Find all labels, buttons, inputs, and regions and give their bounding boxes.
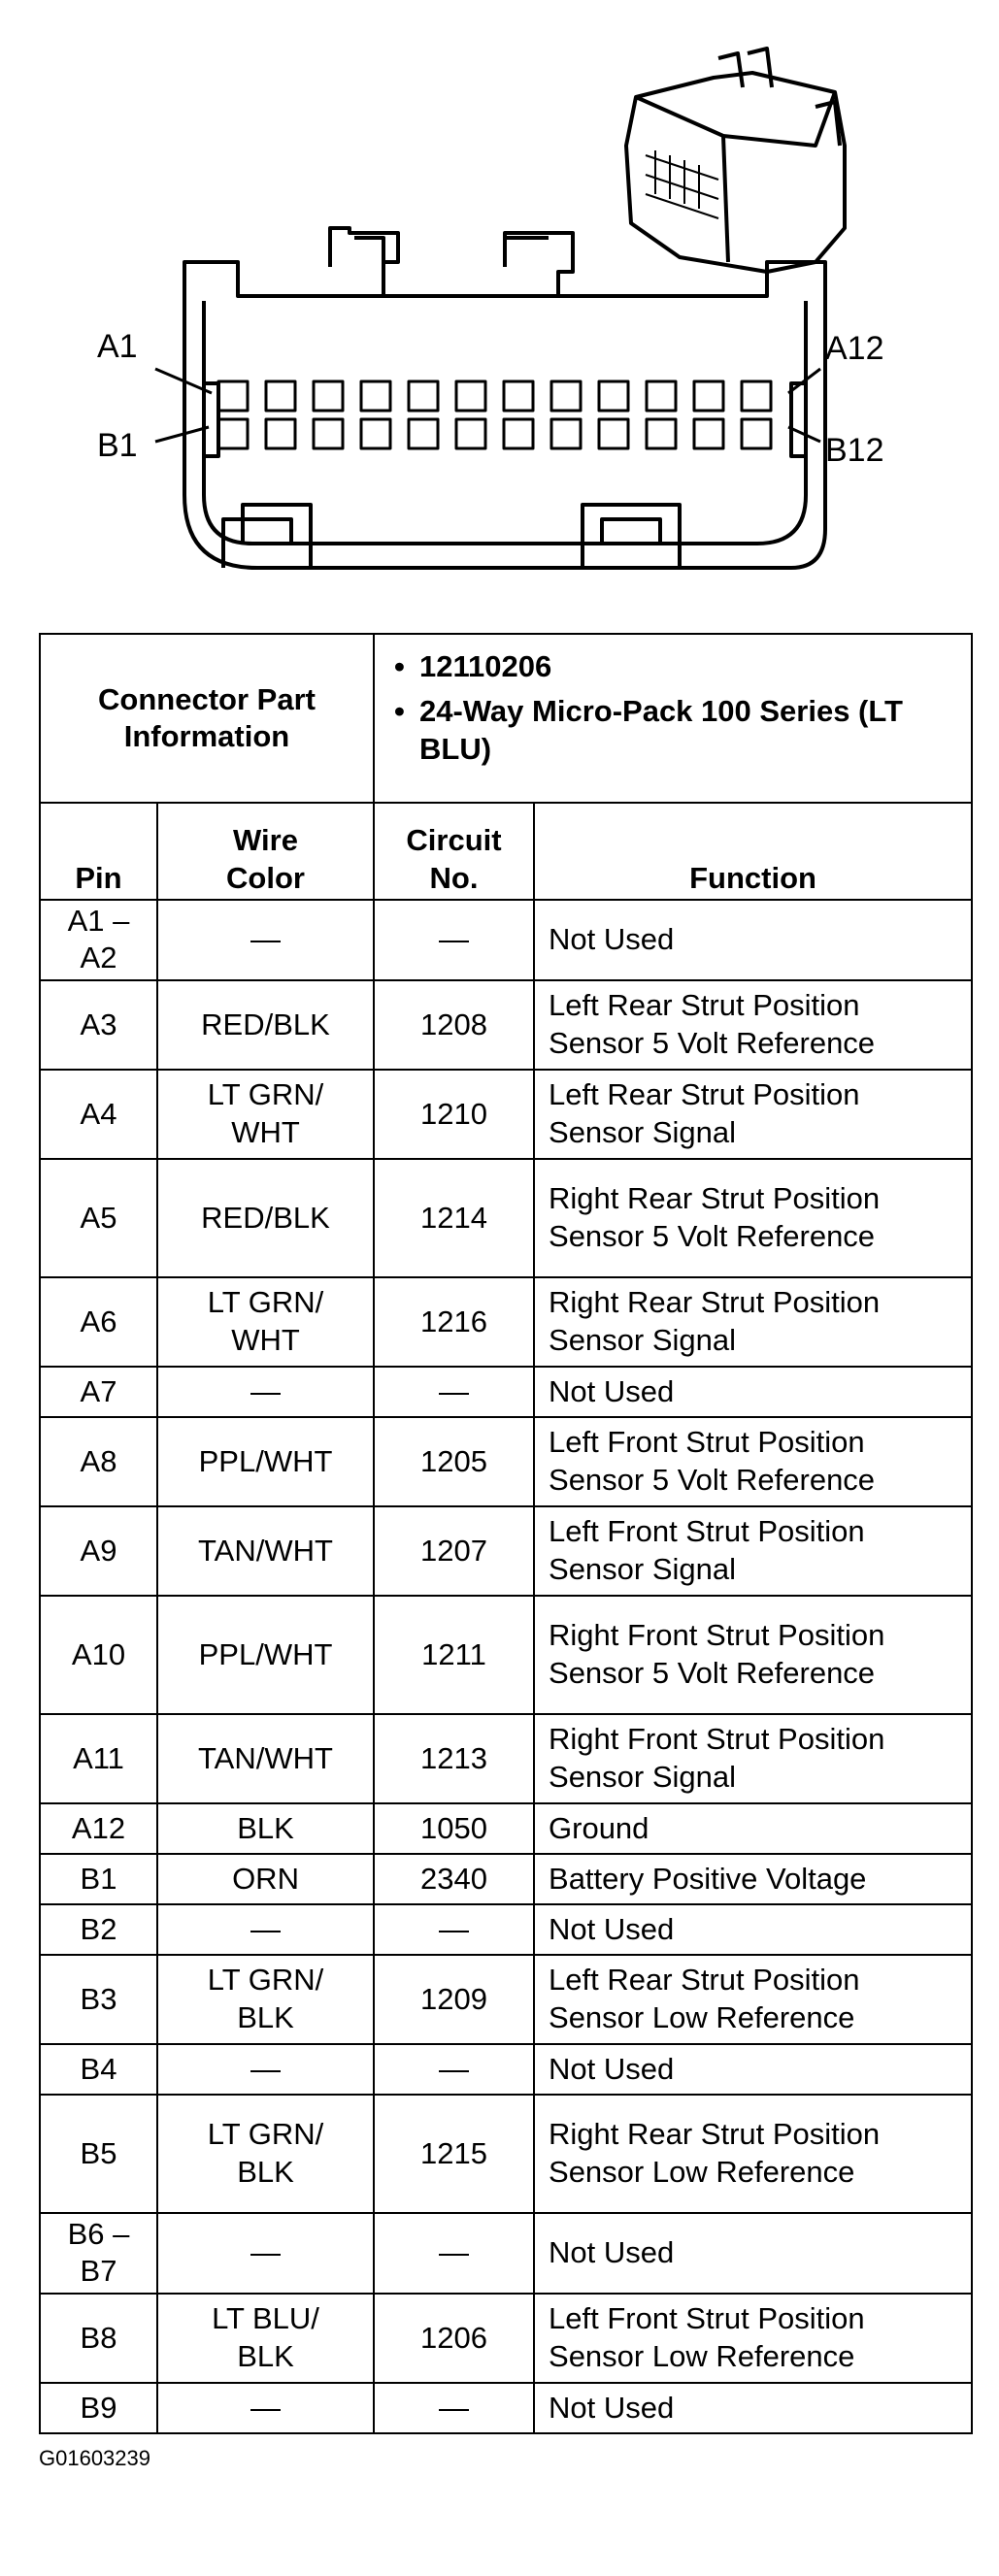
wire-color-cell-text: —	[250, 2390, 281, 2425]
function-cell: Ground	[534, 1803, 972, 1854]
pin-cell	[40, 1417, 157, 1506]
pin-cell-text: B6 – B7	[67, 2216, 130, 2289]
pin-cell-text: A7	[80, 1373, 117, 1408]
function-cell: Left Front Strut Position Sensor Low Reference	[534, 2294, 972, 2383]
wire-color-cell	[157, 980, 374, 1070]
pin-cell	[40, 1955, 157, 2044]
pin-cell-text: A3	[80, 1007, 117, 1041]
circuit-no-cell: 1207	[374, 1506, 534, 1596]
pin-cell-text: A12	[71, 1810, 126, 1845]
function-cell: Left Rear Strut Position Sensor 5 Volt Reference	[534, 980, 972, 1070]
header-pin: Pin	[40, 803, 157, 900]
pin-cavity-b1	[218, 419, 248, 448]
table-row	[40, 1596, 972, 1714]
pin-cell-text: A9	[80, 1533, 117, 1568]
wire-color-cell-text: LT BLU/ BLK	[212, 2301, 319, 2373]
pin-cavity-b11	[694, 419, 723, 448]
pin-cell-text: B4	[80, 2051, 117, 2086]
function-cell: Left Rear Strut Position Sensor Low Reference	[534, 1955, 972, 2044]
circuit-no-cell: —	[374, 2383, 534, 2433]
pin-cell-text: B8	[80, 2320, 117, 2355]
wire-color-cell	[157, 2383, 374, 2433]
circuit-no-cell: 1209	[374, 1955, 534, 2044]
pin-cell	[40, 1904, 157, 1955]
pin-cavity-b4	[361, 419, 390, 448]
function-cell: Not Used	[534, 2383, 972, 2433]
wire-color-cell	[157, 1277, 374, 1367]
function-cell: Right Rear Strut Position Sensor Signal	[534, 1277, 972, 1367]
circuit-no-cell: 1213	[374, 1714, 534, 1803]
pin-cavity-b10	[647, 419, 676, 448]
table-row	[40, 1367, 972, 1417]
part-info-row	[40, 634, 972, 803]
table-row	[40, 2213, 972, 2294]
pin-cell	[40, 1854, 157, 1904]
circuit-no-cell: 1205	[374, 1417, 534, 1506]
wire-color-cell	[157, 1367, 374, 1417]
pin-cell-text: A6	[80, 1304, 117, 1338]
pin-cavity-b12	[742, 419, 771, 448]
circuit-no-cell: —	[374, 2044, 534, 2095]
table-row	[40, 1955, 972, 2044]
pin-cavity-b9	[599, 419, 628, 448]
table-row	[40, 980, 972, 1070]
pin-label-a12: A12	[825, 330, 884, 367]
wire-color-cell	[157, 1854, 374, 1904]
pin-cavity-b8	[551, 419, 581, 448]
pin-cell	[40, 980, 157, 1070]
table-row	[40, 1854, 972, 1904]
wire-color-cell-text: RED/BLK	[201, 1200, 330, 1235]
circuit-no-cell: 1208	[374, 980, 534, 1070]
function-cell: Left Rear Strut Position Sensor Signal	[534, 1070, 972, 1159]
wire-color-cell	[157, 1803, 374, 1854]
function-cell: Not Used	[534, 900, 972, 980]
pin-cavity-b7	[504, 419, 533, 448]
pin-cell-text: B1	[80, 1861, 117, 1896]
table-row	[40, 2095, 972, 2213]
pin-cell-text: B3	[80, 1981, 117, 2016]
function-cell: Right Front Strut Position Sensor 5 Volt Reference	[534, 1596, 972, 1714]
table-row	[40, 1803, 972, 1854]
wire-color-cell-text: —	[250, 922, 281, 957]
pin-cell-text: A8	[80, 1443, 117, 1478]
pin-cell	[40, 1367, 157, 1417]
function-cell: Not Used	[534, 1367, 972, 1417]
table-row	[40, 2294, 972, 2383]
header-function: Function	[534, 803, 972, 900]
circuit-no-cell: —	[374, 2213, 534, 2294]
circuit-no-cell: 1050	[374, 1803, 534, 1854]
pin-cell-text: A5	[80, 1200, 117, 1235]
wire-color-cell	[157, 1714, 374, 1803]
wire-color-cell	[157, 1159, 374, 1277]
table-row	[40, 1714, 972, 1803]
circuit-no-cell: 1210	[374, 1070, 534, 1159]
circuit-no-cell: 1206	[374, 2294, 534, 2383]
wire-color-cell-text: PPL/WHT	[198, 1443, 333, 1478]
pin-cavity-a7	[504, 381, 533, 411]
wire-color-cell	[157, 2294, 374, 2383]
table-row	[40, 1277, 972, 1367]
function-cell: Not Used	[534, 2044, 972, 2095]
wire-color-cell-text: LT GRN/ WHT	[207, 1077, 324, 1149]
wire-color-cell-text: —	[250, 1373, 281, 1408]
wire-color-cell	[157, 900, 374, 980]
connector-diagram	[0, 0, 999, 582]
table-body	[40, 900, 972, 2433]
wire-color-cell-text: ORN	[232, 1861, 299, 1896]
pin-cavity-b6	[456, 419, 485, 448]
table-row	[40, 2044, 972, 2095]
pin-label-a1: A1	[97, 328, 138, 365]
part-info-values	[374, 634, 972, 803]
circuit-no-cell: 2340	[374, 1854, 534, 1904]
table-row	[40, 2383, 972, 2433]
wire-color-cell	[157, 1596, 374, 1714]
pin-cell-text: B5	[80, 2135, 117, 2170]
circuit-no-cell: 1215	[374, 2095, 534, 2213]
wire-color-cell	[157, 1904, 374, 1955]
pin-cell	[40, 1596, 157, 1714]
circuit-no-cell: —	[374, 900, 534, 980]
pin-cell	[40, 1714, 157, 1803]
pin-cell-text: A4	[80, 1096, 117, 1131]
function-cell: Left Front Strut Position Sensor 5 Volt Reference	[534, 1417, 972, 1506]
pin-cell	[40, 1803, 157, 1854]
pin-cavity-a1	[218, 381, 248, 411]
wire-color-cell	[157, 1955, 374, 2044]
pin-cell-text: A1 – A2	[67, 904, 130, 975]
wire-color-cell-text: —	[250, 2235, 281, 2270]
part-info-label-line1: Connector Part	[98, 681, 316, 716]
pin-cell	[40, 2213, 157, 2294]
function-cell: Left Front Strut Position Sensor Signal	[534, 1506, 972, 1596]
wire-color-cell	[157, 1417, 374, 1506]
wire-color-cell	[157, 1506, 374, 1596]
pin-cavity-b5	[409, 419, 438, 448]
part-description: • 24-Way Micro-Pack 100 Series (LT BLU)	[394, 693, 955, 768]
pinout-table	[39, 633, 973, 2434]
header-wire-color: Wire Color	[157, 803, 374, 900]
wire-color-cell-text: PPL/WHT	[198, 1636, 333, 1671]
table-row	[40, 1506, 972, 1596]
function-cell: Not Used	[534, 1904, 972, 1955]
table-row	[40, 1159, 972, 1277]
wire-color-cell-text: —	[250, 1911, 281, 1946]
circuit-no-cell: 1211	[374, 1596, 534, 1714]
pin-cell	[40, 1277, 157, 1367]
wire-color-cell	[157, 2213, 374, 2294]
function-cell: Battery Positive Voltage	[534, 1854, 972, 1904]
pin-cavity-grid	[218, 381, 771, 448]
function-cell: Right Rear Strut Position Sensor Low Reference	[534, 2095, 972, 2213]
pin-cell	[40, 2383, 157, 2433]
pin-cell	[40, 2095, 157, 2213]
figure-id: G01603239	[39, 2446, 150, 2470]
pin-cell	[40, 2294, 157, 2383]
pin-cavity-a2	[266, 381, 295, 411]
wire-color-cell-text: LT GRN/ BLK	[207, 1963, 324, 2034]
pin-label-b1: B1	[97, 427, 138, 464]
pin-cavity-a12	[742, 381, 771, 411]
circuit-no-cell: —	[374, 1367, 534, 1417]
pin-label-b12: B12	[825, 432, 884, 469]
circuit-no-cell: 1214	[374, 1159, 534, 1277]
part-number: • 12110206	[394, 648, 955, 685]
table-row	[40, 1417, 972, 1506]
pin-cavity-b2	[266, 419, 295, 448]
pin-cavity-a8	[551, 381, 581, 411]
wire-color-cell-text: TAN/WHT	[198, 1740, 333, 1775]
pin-cavity-a10	[647, 381, 676, 411]
header-circuit-no: Circuit No.	[374, 803, 534, 900]
pin-cell	[40, 1070, 157, 1159]
pin-cell	[40, 1506, 157, 1596]
pin-cell-text: B9	[80, 2390, 117, 2425]
wire-color-cell	[157, 2044, 374, 2095]
table-row	[40, 900, 972, 980]
function-cell: Right Rear Strut Position Sensor 5 Volt Reference	[534, 1159, 972, 1277]
table-row	[40, 1904, 972, 1955]
pin-cavity-a5	[409, 381, 438, 411]
pin-cavity-a9	[599, 381, 628, 411]
function-cell: Not Used	[534, 2213, 972, 2294]
pin-cavity-a6	[456, 381, 485, 411]
circuit-no-cell: 1216	[374, 1277, 534, 1367]
pin-cell-text: A11	[73, 1740, 124, 1775]
wire-color-cell	[157, 2095, 374, 2213]
function-cell: Right Front Strut Position Sensor Signal	[534, 1714, 972, 1803]
connector-3d-illustration	[626, 49, 845, 272]
pin-cell-text: B2	[80, 1911, 117, 1946]
pin-cavity-a3	[314, 381, 343, 411]
pin-cell	[40, 2044, 157, 2095]
wire-color-cell-text: —	[250, 2051, 281, 2086]
table-row	[40, 1070, 972, 1159]
pin-cavity-b3	[314, 419, 343, 448]
wire-color-cell-text: LT GRN/ WHT	[207, 1285, 324, 1357]
part-info-label	[40, 634, 374, 803]
wire-color-cell-text: BLK	[237, 1810, 294, 1845]
wire-color-cell-text: RED/BLK	[201, 1007, 330, 1041]
part-info-label-line2: Information	[123, 719, 290, 753]
pin-cell	[40, 900, 157, 980]
pin-cavity-a4	[361, 381, 390, 411]
circuit-no-cell: —	[374, 1904, 534, 1955]
pin-cavity-a11	[694, 381, 723, 411]
pin-cell	[40, 1159, 157, 1277]
wire-color-cell	[157, 1070, 374, 1159]
wire-color-cell-text: LT GRN/ BLK	[207, 2117, 324, 2189]
wire-color-cell-text: TAN/WHT	[198, 1533, 333, 1568]
pin-cell-text: A10	[71, 1636, 126, 1671]
column-header-row	[40, 803, 972, 900]
